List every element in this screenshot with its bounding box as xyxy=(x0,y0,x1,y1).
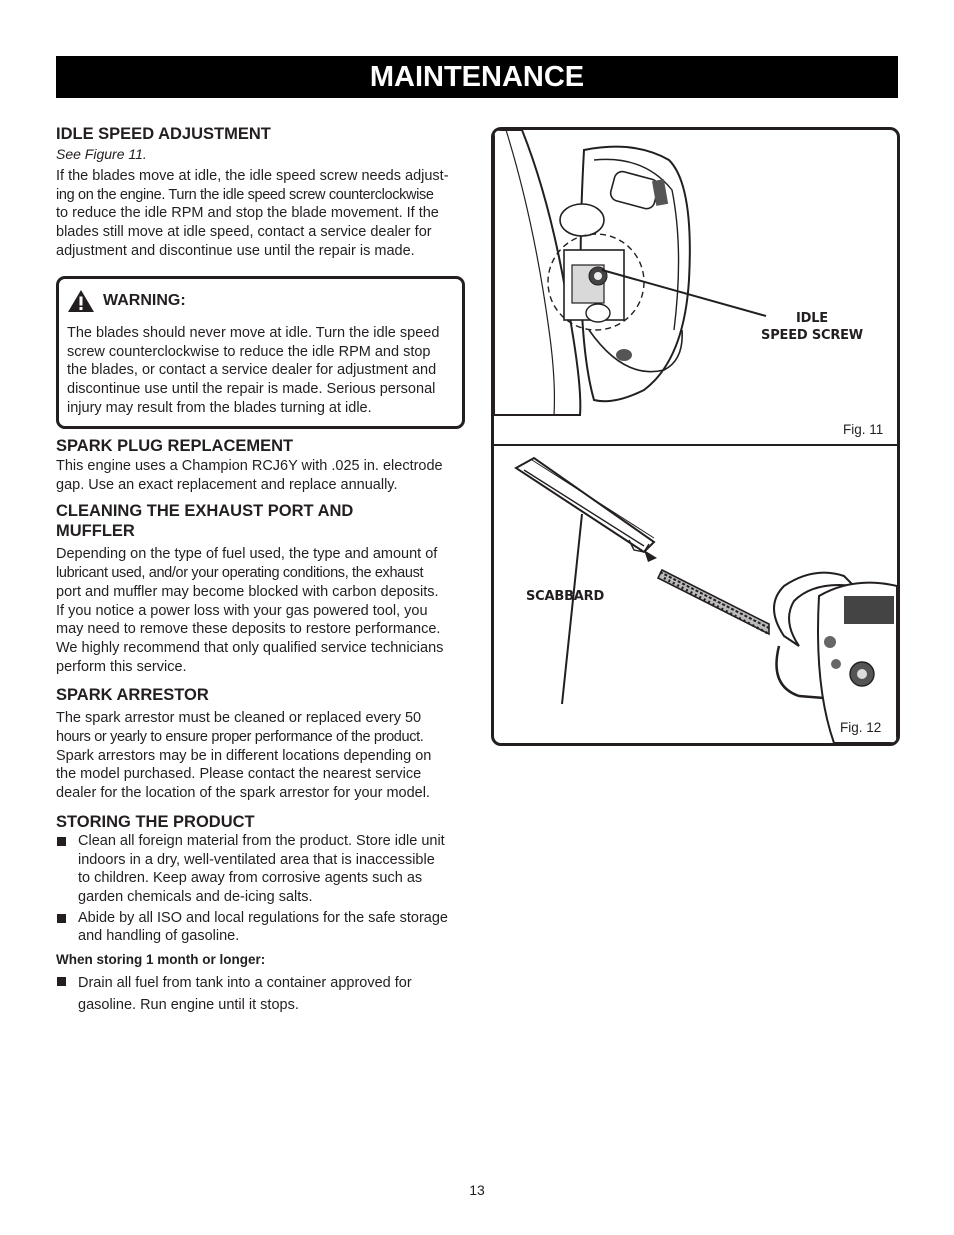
list-item xyxy=(56,972,463,1016)
text-line: gap. Use an exact replacement and replace annually. xyxy=(56,476,398,493)
text-line: screw counterclockwise to reduce the idle RPM and stop xyxy=(67,343,431,360)
left-column-lower xyxy=(56,436,463,1016)
text-line: injury may result from the blades turning at idle. xyxy=(67,399,372,416)
text-line: We highly recommend that only qualified service technicians xyxy=(56,639,444,656)
text-line: garden chemicals and de-icing salts. xyxy=(78,888,313,905)
text-line: to reduce the idle RPM and stop the blade movement. If the xyxy=(56,205,439,222)
text-line: blades still move at idle speed, contact a service dealer for xyxy=(56,224,432,241)
exhaust-heading-line2: MUFFLER xyxy=(56,522,135,541)
bullet-icon xyxy=(57,914,66,923)
warning-heading: WARNING: xyxy=(103,292,186,309)
text-line: indoors in a dry, well-ventilated area that is inaccessible xyxy=(78,851,435,868)
text-line: If you notice a power loss with your gas powered tool, you xyxy=(56,602,428,619)
text-line: ing on the engine. Turn the idle speed screw counterclockwise xyxy=(56,186,434,203)
left-column xyxy=(56,120,463,261)
callout-line: IDLE xyxy=(796,311,828,326)
text-line: the model purchased. Please contact the nearest service xyxy=(56,766,422,783)
callout-line: SPEED SCREW xyxy=(761,328,863,343)
text-line: Abide by all ISO and local regulations for the safe storage xyxy=(78,909,448,926)
bullet-icon xyxy=(57,977,66,986)
text-line: perform this service. xyxy=(56,658,187,675)
figure-box xyxy=(491,127,900,746)
text-line: lubricant used, and/or your operating conditions, the exhaust xyxy=(56,565,424,582)
text-line: to children. Keep away from corrosive agents such as xyxy=(78,870,423,887)
text-line: dealer for the location of the spark arrestor for your model. xyxy=(56,785,430,802)
fig12-caption: Fig. 12 xyxy=(840,720,882,735)
warning-box xyxy=(56,276,465,429)
text-line: hours or yearly to ensure proper performance of the product. xyxy=(56,729,424,746)
storing-heading: STORING THE PRODUCT xyxy=(56,812,255,831)
engine-idle-screw-illustration xyxy=(494,130,897,444)
scabbard-callout: SCABBARD xyxy=(526,589,605,604)
exhaust-heading xyxy=(56,501,463,541)
warning-text xyxy=(67,324,455,418)
text-line: port and muffler may become blocked with carbon deposits. xyxy=(56,583,439,600)
list-item xyxy=(56,832,463,907)
bullet-icon xyxy=(57,837,66,846)
text-line: Clean all foreign material from the product. Store idle unit xyxy=(78,832,445,849)
idle-see-figure: See Figure 11. xyxy=(56,146,147,162)
arrestor-heading: SPARK ARRESTOR xyxy=(56,686,209,705)
arrestor-paragraph xyxy=(56,709,463,803)
spark-plug-paragraph xyxy=(56,457,463,494)
idle-speed-screw-callout xyxy=(752,310,872,344)
text-line: The blades should never move at idle. Turn the idle speed xyxy=(67,325,440,341)
warning-triangle-icon xyxy=(67,289,95,313)
text-line: Spark arrestors may be in different locations depending on xyxy=(56,747,432,764)
text-line: This engine uses a Champion RCJ6Y with .025 in. electrode xyxy=(56,458,443,474)
page-number: 13 xyxy=(469,1182,485,1198)
text-line: gasoline. Run engine until it stops. xyxy=(78,997,299,1014)
text-line: Drain all fuel from tank into a container approved for xyxy=(78,975,412,992)
text-line: Depending on the type of fuel used, the type and amount of xyxy=(56,546,438,563)
warning-header xyxy=(67,289,186,313)
exhaust-heading-line1: CLEANING THE EXHAUST PORT AND xyxy=(56,502,354,521)
text-line: The spark arrestor must be cleaned or replaced every 50 xyxy=(56,710,422,727)
idle-heading: IDLE SPEED ADJUSTMENT xyxy=(56,125,271,143)
spark-plug-heading: SPARK PLUG REPLACEMENT xyxy=(56,437,294,455)
storing-month-heading: When storing 1 month or longer: xyxy=(56,952,266,968)
text-line: If the blades move at idle, the idle speed screw needs adjust- xyxy=(56,168,449,184)
list-item xyxy=(56,909,463,946)
text-line: adjustment and discontinue use until the repair is made. xyxy=(56,242,415,259)
text-line: and handling of gasoline. xyxy=(78,928,240,945)
text-line: the blades, or contact a service dealer for adjustment and xyxy=(67,362,437,379)
exhaust-paragraph xyxy=(56,545,463,676)
idle-paragraph xyxy=(56,167,463,261)
page-title: MAINTENANCE xyxy=(56,56,898,98)
text-line: discontinue use until the repair is made. Serious personal xyxy=(67,381,436,398)
fig11-caption: Fig. 11 xyxy=(843,422,884,437)
text-line: may need to remove these deposits to restore performance. xyxy=(56,621,441,638)
